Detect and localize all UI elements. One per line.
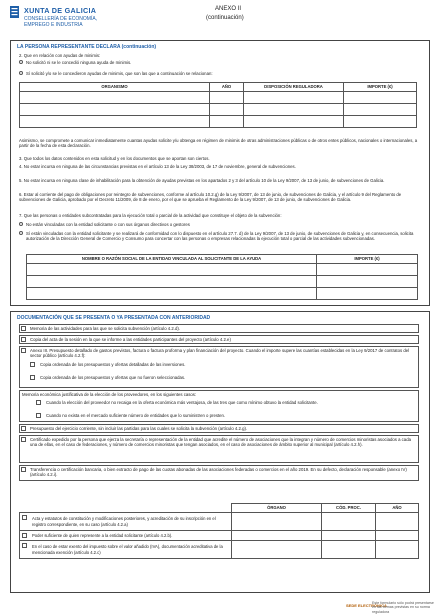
annex-continuation: (continuación) xyxy=(206,15,244,21)
doc-anexo3a-checkbox[interactable] xyxy=(30,362,35,367)
footer-note: Este formulario sólo podrá presentarse en las formas previstas en su norma reguladora xyxy=(372,601,434,614)
col-entity-name: NOMBRE O RAZÓN SOCIAL DE LA ENTIDAD VINCULADA AL SOLICITANTE DE LA AYUDA xyxy=(27,255,317,264)
linked-entities-table xyxy=(26,254,418,300)
table-row[interactable] xyxy=(27,276,418,288)
item-5: 5. No estar incursa en ninguna clase de inhabilitación para la obtención de ayudas previstas en los apartados 2 y 3 del artículo 10 de la Ley 9/2007, de 13 de junio, de subvenciones de Galicia. xyxy=(19,178,385,183)
doc-poder-label: Poder suficiente de quien represente a la entidad solicitante (artículo 4.2.b). xyxy=(32,532,173,538)
annex-title: ANEXO II xyxy=(215,6,242,12)
dept-line1: CONSELLERÍA DE ECONOMÍA, xyxy=(24,16,98,22)
col-entity-amount: IMPORTE (€) xyxy=(317,255,418,264)
doc-iva-checkbox[interactable] xyxy=(22,543,27,548)
table-row[interactable] xyxy=(20,541,419,559)
col-importe: IMPORTE (€) xyxy=(344,83,417,92)
table-row[interactable] xyxy=(20,104,417,116)
doc-transferencia-checkbox[interactable] xyxy=(21,467,26,472)
item-3: 3. Que todos los datos contenidos en esta solicitud y en los documentos que se aportan son ciertos. xyxy=(19,156,210,161)
doc-anexo3-label: Anexo III. Presupuesto detallado de gastos previstos, factura o factura proforma y plan financiación del proyecto. Cuando el importe supere las cuantías establecidas en la Ley 9/2017 de contratos del sector público (artículo 4.2.f): xyxy=(30,348,410,359)
doc-memoria-economica-label: Memoria económica justificativa de la elección de los proveedores, en los siguientes casos: xyxy=(22,392,197,397)
doc-anexo3b-label: Copia ordenada de los presupuestos y ofertas que no fueron seleccionadas. xyxy=(40,375,186,380)
declaration-title: LA PERSONA REPRESENTANTE DECLARA (continuación) xyxy=(17,44,157,50)
col-ano: AÑO xyxy=(210,83,244,92)
doc-certificado-checkbox[interactable] xyxy=(21,437,26,442)
page-header xyxy=(10,6,430,36)
col-doc xyxy=(20,504,232,513)
item-7: 7. Que las personas o entidades subcontratadas para la ejecución total o parcial de la actividad que constituye el objeto de la subvención: xyxy=(19,213,282,218)
q2-text: 2. Que en relación con ayudas de minimis: xyxy=(19,53,101,58)
subcontract-yes-radio[interactable] xyxy=(19,231,23,235)
item-6: 6. Estar al corriente del pago de obligaciones por reintegro de subvenciones, conforme al artículo 10.2.g) de la Ley 9/2007, de 13 de junio, de subvenciones de Galicia, y el artículo 9 del Reglamento de subvenciones de Galicia, aprobado por el Decreto 11/2009, de 8 de enero, por el que se aprueba el Reglamento de la Ley 9/2007, de 13 de junio, de subvenciones de Galicia. xyxy=(19,192,402,203)
doc-acta-estatutos-checkbox[interactable] xyxy=(22,515,27,520)
subcontract-no-radio[interactable] xyxy=(19,222,23,226)
doc-transferencia-label: Transferencia o certificación bancaria, o bien extracto de pago de las cuotas abonadas de las asociaciones federadas o comercios en el año 2019. En su defecto, declaración responsable (anexo IV) (artículo 4.2.i). xyxy=(30,467,407,478)
minimis-table xyxy=(19,82,417,128)
col-organo: ÓRGANO xyxy=(232,504,322,513)
doc-certificado-label: Certificado expedido por la persona que ejerza la secretaría o representación de la entidad que acredite el número de asociaciones que la integran y número de comercios minoristas asociados a cada una de ellas, en el caso de federaciones, y número de comercios minoristas que tengan asociados, en el caso de asociaciones de ámbito superior al municipal (artículo 4.2.h). xyxy=(30,437,411,448)
doc-presupuesto-checkbox[interactable] xyxy=(21,426,26,431)
doc-anexo3b-checkbox[interactable] xyxy=(30,375,35,380)
minimis-yes-radio[interactable] xyxy=(19,71,23,75)
commitment-text: Asimismo, se compromete a comunicar inmediatamente cuantas ayudas solicite y/u obtenga en régimen de minimis de otras administraciones públicas o de otros entes públicos, nacionales o internacionales, a partir de la fecha de esta declaración. xyxy=(19,138,418,149)
documentation-title: DOCUMENTACIÓN QUE SE PRESENTA O YA PRESENTADA CON ANTERIORIDAD xyxy=(17,315,211,321)
doc-memoria-checkbox[interactable] xyxy=(21,326,26,331)
minimis-no-radio[interactable] xyxy=(19,60,23,64)
doc-acta-checkbox[interactable] xyxy=(21,337,26,342)
table-row[interactable] xyxy=(20,513,419,531)
doc-presupuesto-label: Presupuesto del ejercicio corriente, sin incluir las partidas para las cuales se solicita la subvención (artículo 4.2.g). xyxy=(30,426,248,431)
item-4: 4. No estar incursa en ninguna de las circunstancias previstas en el artículo 13 de la Ley 38/2003, de 17 de noviembre, general de subvenciones. xyxy=(19,164,296,169)
col-year: AÑO xyxy=(376,504,419,513)
table-row[interactable] xyxy=(20,116,417,128)
presented-docs-table xyxy=(19,503,419,559)
table-row[interactable] xyxy=(20,92,417,104)
doc-memoria-label: Memoria de las actividades para las que se solicita subvención (artículo 4.2.d). xyxy=(30,326,180,331)
sede-electronica-label: SEDE ELECTRÓNICA xyxy=(346,603,387,608)
doc-memo-a-label: Cuando la elección del proveedor no recaiga en la oferta económica más ventajosa, de las tres que como mínimo obtuvo la entidad solicitante. xyxy=(46,400,318,405)
table-row[interactable] xyxy=(27,288,418,300)
xunta-logo-icon xyxy=(10,6,19,18)
col-organismo: ORGANISMO xyxy=(20,83,210,92)
doc-iva-label: En el caso de estar exento del impuesto sobre el valor añadido (IVA), documentación acreditativa de la mencionada exención (artículo 4.2.c) xyxy=(32,544,223,555)
org-name: XUNTA DE GALICIA xyxy=(24,6,97,15)
minimis-yes-label: Sí solicitó y/o se le concedieron ayudas de minimis, que son las que a continuación se relacionan: xyxy=(26,71,213,76)
subcontract-no-label: No están vinculadas con la entidad solicitante o con sus órganos directivos o gestores xyxy=(26,222,190,227)
doc-memo-b-checkbox[interactable] xyxy=(36,413,41,418)
doc-memo-a-checkbox[interactable] xyxy=(36,400,41,405)
subcontract-yes-label: Sí están vinculadas con la entidad solicitante y se realizará de conformidad con lo dispuesto en el artículo 27.7. d) de la Ley 9/2007, de 13 de junio, de subvenciones de Galicia y, en consecuencia, solicita autorización de la Dirección General de Comercio y Consumo para concertar con las personas o empresas relacionadas la ejecución total o parcial de las actividades subvencionadas. xyxy=(26,231,414,242)
doc-memo-b-label: Cuando no exista en el mercado suficiente número de entidades que lo suministren o presten. xyxy=(46,413,226,418)
col-disposicion: DISPOSICIÓN REGULADORA xyxy=(244,83,344,92)
doc-acta-estatutos-label: Acta y estatutos de constitución y modificaciones posteriores, y acreditación de su inscripción en el registro correspondiente, en su caso (artículo 4.2.a) xyxy=(32,516,216,527)
doc-acta-label: Copia del acta de la sesión en la que se informe a las entidades participantes del proyecto (artículo 4.2.e) xyxy=(30,337,231,342)
table-row[interactable] xyxy=(27,264,418,276)
table-row[interactable] xyxy=(20,531,419,541)
doc-poder-checkbox[interactable] xyxy=(22,533,27,538)
doc-anexo3-checkbox[interactable] xyxy=(21,348,26,353)
doc-anexo3a-label: Copia ordenada de los presupuestos y ofertas detalladas de las inversiones. xyxy=(40,362,186,367)
minimis-no-label: No solicitó ni se le concedió ninguna ayuda de minimis. xyxy=(26,60,132,65)
dept-line2: EMPREGO E INDUSTRIA xyxy=(24,22,83,28)
col-cod-proc: CÓD. PROC. xyxy=(322,504,376,513)
